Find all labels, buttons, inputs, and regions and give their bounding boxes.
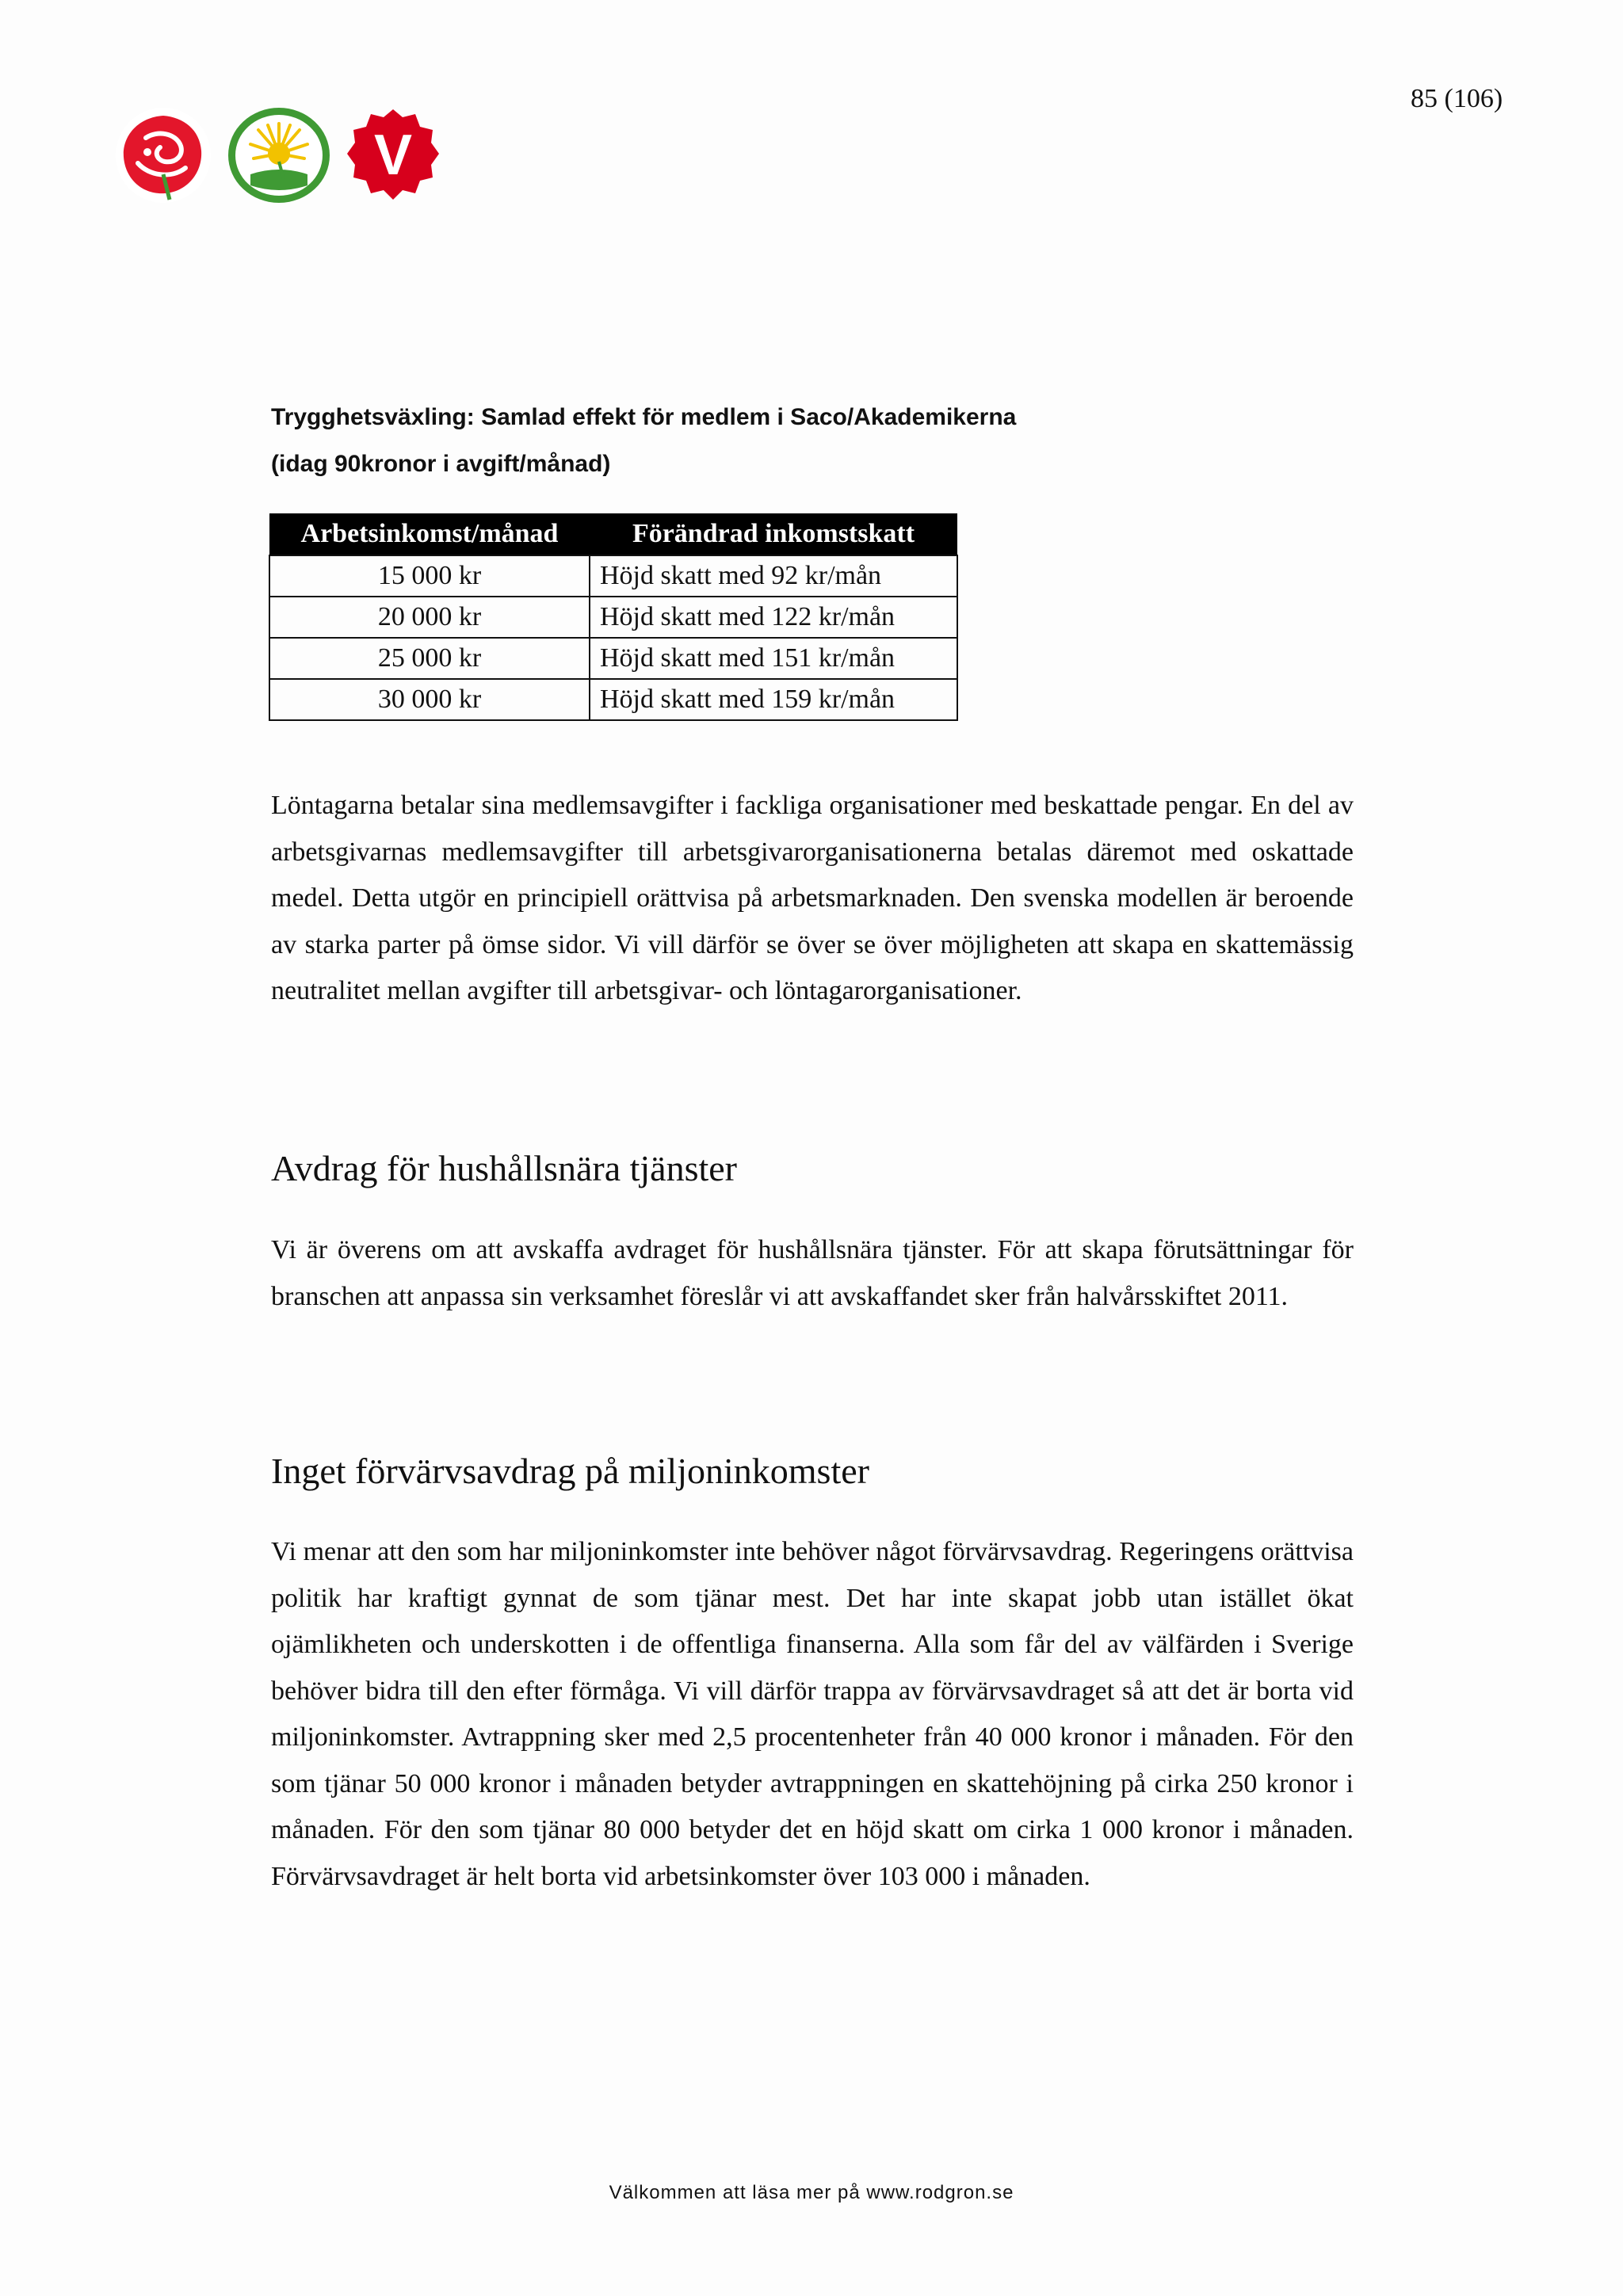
party-logos <box>114 106 447 209</box>
section-heading-household-services: Avdrag för hushållsnära tjänster <box>271 1148 738 1188</box>
tax-change-cell: Höjd skatt med 159 kr/mån <box>590 679 957 720</box>
social-democrats-rose-logo <box>114 106 212 204</box>
membership-fees-paragraph: Löntagarna betalar sina medlemsavgifter i fackliga organisationer med beskattade pengar. En del av arbetsgivarnas medlemsavgifter till arbetsgivarorganisationerna betalas däremot med oskattade medel. Detta utgör en principiell orättvisa på arbetsmarknaden. Den svenska modellen är beroende av starka parter på ömse sidor. Vi vill därför se över se över möjligheten att skapa en skattemässig neutralitet mellan avgifter till arbetsgivar- och löntagarorganisationer. <box>271 791 1354 1005</box>
left-party-v-logo <box>344 106 442 204</box>
earned-income-deduction-paragraph: Vi menar att den som har miljoninkomster inte behöver något förvärvsavdrag. Regeringens orättvisa politik har kraftigt gynnat de som tjänar mest. Det har inte skapat jobb utan istället ökat ojämlikheten och underskotten i de offentliga finanserna. Alla som får del av välfärden i Sverige behöver bidra till den efter förmåga. Vi vill därför trappa av förvärvsavdraget så att det är borta vid miljoninkomster. Avtrappning sker med 2,5 procentenheter från 40 000 kronor i månaden. För den som tjänar 50 000 kronor i månaden betyder avtrappningen en skattehöjning på cirka 250 kronor i månaden. För den som tjänar 80 000 betyder det en höjd skatt om cirka 1 000 kronor i månaden. Förvärvsavdraget är helt borta vid arbetsinkomster över 103 000 i månaden. <box>271 1537 1354 1891</box>
column-header-income: Arbetsinkomst/månad <box>269 513 590 555</box>
table-subtitle: (idag 90kronor i avgift/månad) <box>271 451 611 477</box>
table-header-row <box>269 513 957 555</box>
column-header-tax-change: Förändrad inkomstskatt <box>590 513 957 555</box>
tax-change-cell: Höjd skatt med 92 kr/mån <box>590 555 957 597</box>
tax-change-cell: Höjd skatt med 151 kr/mån <box>590 638 957 679</box>
income-cell: 30 000 kr <box>269 679 590 720</box>
green-party-dandelion-logo <box>227 106 331 204</box>
table-row <box>269 555 957 597</box>
section-heading-earned-income-deduction: Inget förvärvsavdrag på miljoninkomster <box>271 1451 869 1491</box>
table-row <box>269 638 957 679</box>
table-row <box>269 679 957 720</box>
income-cell: 15 000 kr <box>269 555 590 597</box>
income-cell: 25 000 kr <box>269 638 590 679</box>
table-title: Trygghetsväxling: Samlad effekt för medlem i Saco/Akademikerna <box>271 404 1017 430</box>
tax-effect-table <box>269 513 958 721</box>
tax-change-cell: Höjd skatt med 122 kr/mån <box>590 597 957 638</box>
page-number: 85 (106) <box>1411 84 1503 113</box>
household-services-paragraph: Vi är överens om att avskaffa avdraget för hushållsnära tjänster. För att skapa förutsättningar för branschen att anpassa sin verksamhet föreslår vi att avskaffandet sker från halvårsskiftet 2011. <box>271 1235 1354 1311</box>
left-party-v-letter: V <box>373 124 413 187</box>
table-row <box>269 597 957 638</box>
income-cell: 20 000 kr <box>269 597 590 638</box>
page-footer: Välkommen att läsa mer på www.rodgron.se <box>609 2182 1014 2203</box>
